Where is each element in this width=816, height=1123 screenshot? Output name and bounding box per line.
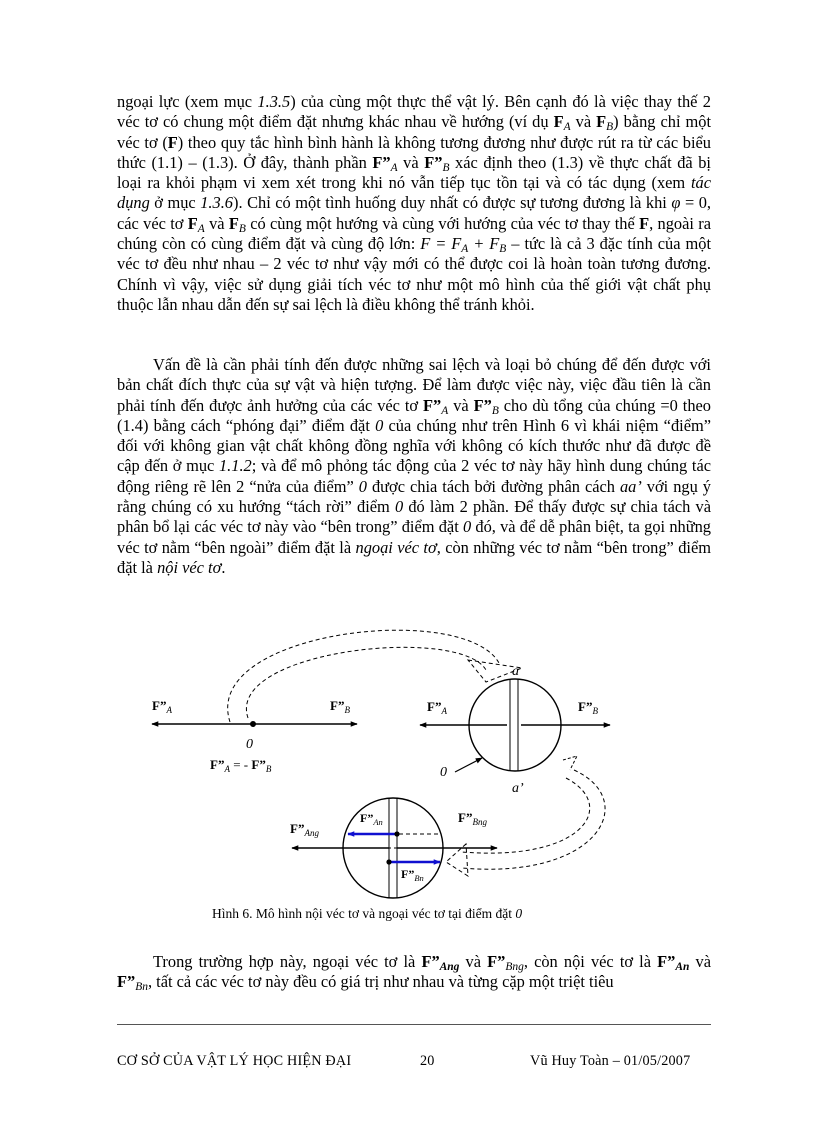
paragraph-3: Trong trường hợp này, ngoại véc tơ là $F”_{Ang}$ và $F”_{Bng}$, còn nội véc tơ là $F”_{An}$ và $F”_{Bn}$, tất cả các véc tơ này đều có giá trị như nhau và từng cặp một triệt tiêu — [117, 952, 711, 994]
paragraph-1: ngoại lực (xem mục 1.3.5) của cùng một thực thể vật lý. Bên cạnh đó là việc thay thế 2 véc tơ có chung một điểm đặt nhưng khác nhau về hướng (ví dụ $F_A$ và $F_B$) bằng chỉ một véc tơ (F) theo quy tắc hình bình hành là không tương đương như được rút ra từ các biểu thức (1.1) – (1.3). Ở đây, thành phần $F”_A$ và $F”_B$ xác định theo (1.3) về thực chất đã bị loại ra khỏi phạm vi xem xét trong khi nó vẫn tiếp tục tồn tại và có tác dụng (xem tác dụng ở mục 1.3.6). Chỉ có một tình huống duy nhất có được sự tương đương là khi φ = 0, các véc tơ $F_A$ và $F_B$ có cùng một hướng và cùng với hướng của véc tơ thay thế F, ngoài ra chúng còn có cùng điểm đặt và cùng độ lớn: $F = F_A + F_B$ – tức là cả 3 đặc tính của một véc tơ đều như nhau – 2 véc tơ như vậy mới có thể được coi là hoàn toàn tương đương. Chính vì vậy, việc sử dụng giải tích véc tơ như một mô hình của thế giới vật chất phụ thuộc lẫn nhau dẫn đến sự sai lệch là điều không thể tránh khỏi. — [117, 92, 712, 314]
left-label-zero: 0 — [246, 737, 253, 752]
left-label-fb: $F”_B$ — [330, 698, 350, 715]
label-fang: $F”_{Ang}$ — [290, 821, 319, 838]
zero-pointer-arrow — [455, 758, 482, 772]
left-equation: $F”_A$ = - $F”_B$ — [210, 757, 272, 774]
figure-caption: Hình 6. Mô hình nội véc tơ và ngoại véc tơ tại điểm đặt 0 — [212, 906, 523, 921]
label-fbn: $F”_{Bn}$ — [401, 867, 424, 883]
right-label-fa: $F”_A$ — [427, 699, 447, 716]
top-curved-arrow-body — [228, 630, 500, 722]
footer-title: CƠ SỞ CỦA VẬT LÝ HỌC HIỆN ĐẠI — [117, 1053, 352, 1069]
lower-curved-arrow-head — [446, 844, 468, 876]
left-label-fa: $F”_A$ — [152, 698, 172, 715]
label-fan: $F”_{An}$ — [360, 811, 383, 827]
footer-author-date: Vũ Huy Toàn – 01/05/2007 — [530, 1053, 691, 1069]
left-point-zero — [250, 721, 256, 727]
right-label-fb: $F”_B$ — [578, 699, 598, 716]
label-a-prime: a’ — [512, 781, 524, 796]
label-fbng: $F”_{Bng}$ — [458, 810, 487, 827]
right-label-zero: 0 — [440, 765, 447, 780]
label-a: a — [512, 664, 519, 679]
footer-divider — [117, 1024, 711, 1025]
page-number: 20 — [420, 1053, 435, 1069]
paragraph-2: Vấn đề là cần phải tính đến được những sai lệch và loại bỏ chúng để đến được với bản chất đích thực của sự vật và hiện tượng. Để làm được việc này, việc đầu tiên là cần phải tính đến được ảnh hưởng của các véc tơ $F”_A$ và $F”_B$ cho dù tổng của chúng =0 theo (1.4) bằng cách “phóng đại” điểm đặt 0 của chúng như trên Hình 6 vì khái niệm “điểm” đối với không gian vật chất không đồng nghĩa với không có kích thước như đã được đề cập đến ở mục 1.1.2; và để mô phỏng tác động của 2 véc tơ này hãy hình dung chúng tác động riêng rẽ lên 2 “nửa của điểm” 0 được chia tách bởi đường phân cách aa’ với ngụ ý rằng chúng có xu hướng “tách rời” điểm 0 đó làm 2 phần. Để thấy được sự chia tách và phân bổ lại các véc tơ này vào “bên trong” điểm đặt 0 đó, và để dễ phân biệt, ta gọi những véc tơ nằm “bên ngoài” điểm đặt là ngoại véc tơ, còn những véc tơ nằm “bên trong” điểm đặt là nội véc tơ. — [117, 355, 712, 577]
